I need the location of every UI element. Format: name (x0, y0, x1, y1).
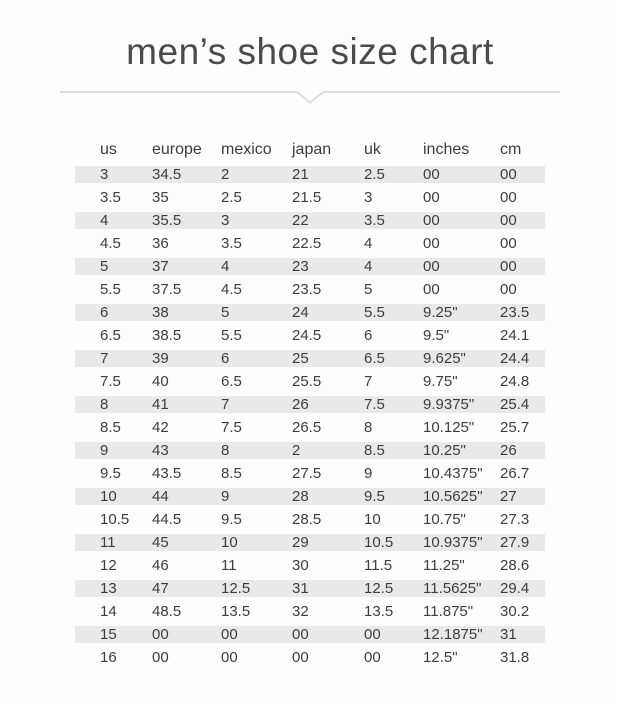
size-cell: 00 (500, 235, 517, 252)
column-header-us: us (100, 141, 117, 158)
size-cell: 24.1 (500, 327, 530, 344)
size-cell: 31 (500, 626, 545, 643)
size-cell: 47 (152, 580, 221, 597)
size-cell: 38.5 (152, 327, 182, 344)
table-row (75, 350, 545, 367)
size-cell: 3 (364, 189, 373, 206)
size-cell: 00 (423, 235, 440, 252)
size-cell: 37 (152, 258, 221, 275)
size-cell: 40 (152, 373, 169, 390)
column-header-europe: europe (152, 141, 202, 158)
size-cell: 8 (221, 442, 292, 459)
size-cell: 12.1875" (423, 626, 500, 643)
size-cell: 00 (500, 281, 517, 298)
size-cell: 11 (75, 534, 152, 551)
size-cell: 23 (292, 258, 364, 275)
size-cell: 29.4 (500, 580, 545, 597)
size-cell: 3.5 (221, 235, 242, 252)
size-cell: 9 (364, 465, 373, 482)
size-cell: 7 (364, 373, 373, 390)
size-cell: 9.5 (221, 511, 242, 528)
size-cell: 00 (500, 189, 517, 206)
size-cell: 35 (152, 189, 169, 206)
size-cell: 44 (152, 488, 221, 505)
size-cell: 34.5 (152, 166, 221, 183)
size-cell: 26.5 (292, 419, 322, 436)
size-cell: 00 (500, 166, 545, 183)
size-cell: 10.5 (364, 534, 423, 551)
size-cell: 4 (75, 212, 152, 229)
table-row (75, 281, 545, 298)
size-cell: 4.5 (221, 281, 242, 298)
column-header-inches: inches (423, 141, 470, 158)
size-cell: 28 (292, 488, 364, 505)
size-cell: 14 (100, 603, 117, 620)
size-cell: 24.5 (292, 327, 322, 344)
size-cell: 00 (500, 212, 545, 229)
size-cell: 30.2 (500, 603, 530, 620)
size-cell: 3 (221, 212, 292, 229)
divider-chevron-down-icon (60, 90, 560, 104)
size-cell: 6 (75, 304, 152, 321)
size-cell: 31.8 (500, 649, 530, 666)
size-cell: 45 (152, 534, 221, 551)
size-cell: 10 (221, 534, 292, 551)
size-cell: 00 (292, 649, 309, 666)
size-cell: 00 (423, 166, 500, 183)
size-cell: 4 (364, 235, 373, 252)
size-cell: 6.5 (221, 373, 242, 390)
size-cell: 25.5 (292, 373, 322, 390)
size-cell: 9.75" (423, 373, 458, 390)
size-cell: 00 (221, 626, 292, 643)
table-row (75, 235, 545, 252)
size-cell: 12 (100, 557, 117, 574)
size-cell: 27.9 (500, 534, 545, 551)
size-cell: 13.5 (364, 603, 394, 620)
size-cell: 13 (75, 580, 152, 597)
size-cell: 9.5 (364, 488, 423, 505)
size-cell: 27.5 (292, 465, 322, 482)
size-cell: 29 (292, 534, 364, 551)
size-cell: 24 (292, 304, 364, 321)
size-cell: 7.5 (364, 396, 423, 413)
size-cell: 9.5" (423, 327, 450, 344)
size-cell: 4 (221, 258, 292, 275)
divider-line (60, 92, 560, 103)
size-cell: 30 (292, 557, 309, 574)
column-header-uk: uk (364, 141, 381, 158)
table-row (75, 166, 545, 183)
size-cell: 24.4 (500, 350, 545, 367)
size-cell: 00 (364, 649, 381, 666)
size-cell: 10 (364, 511, 381, 528)
size-cell: 28.5 (292, 511, 322, 528)
size-cell: 26 (500, 442, 545, 459)
size-cell: 9.625" (423, 350, 500, 367)
size-cell: 00 (423, 212, 500, 229)
header-row (75, 140, 545, 160)
size-cell: 5 (221, 304, 292, 321)
size-cell: 5 (364, 281, 373, 298)
size-cell: 36 (152, 235, 169, 252)
size-cell: 8 (75, 396, 152, 413)
table-row (75, 603, 545, 620)
size-cell: 2.5 (221, 189, 242, 206)
size-cell: 9.25" (423, 304, 500, 321)
size-cell: 5.5 (364, 304, 423, 321)
size-cell: 13.5 (221, 603, 251, 620)
size-cell: 00 (423, 189, 440, 206)
size-cell: 00 (152, 649, 169, 666)
size-cell: 43 (152, 442, 221, 459)
size-cell: 37.5 (152, 281, 182, 298)
size-cell: 46 (152, 557, 169, 574)
size-cell: 39 (152, 350, 221, 367)
size-cell: 23.5 (292, 281, 322, 298)
table-row (75, 649, 545, 666)
table-row (75, 189, 545, 206)
size-cell: 00 (423, 281, 440, 298)
size-cell: 7 (75, 350, 152, 367)
size-cell: 8.5 (221, 465, 242, 482)
size-cell: 11.5 (364, 557, 393, 574)
column-header-cm: cm (500, 141, 522, 158)
size-cell: 31 (292, 580, 364, 597)
column-header-mexico: mexico (221, 141, 272, 158)
size-cell: 10.5 (100, 511, 130, 528)
size-cell: 35.5 (152, 212, 221, 229)
table-row (75, 580, 545, 597)
size-cell: 42 (152, 419, 169, 436)
size-cell: 41 (152, 396, 221, 413)
size-cell: 8 (364, 419, 373, 436)
size-cell: 12.5 (364, 580, 423, 597)
size-cell: 6.5 (364, 350, 423, 367)
size-cell: 00 (364, 626, 423, 643)
size-cell: 28.6 (500, 557, 530, 574)
size-cell: 21.5 (292, 189, 322, 206)
size-cell: 11 (221, 557, 237, 574)
table-row (75, 557, 545, 574)
size-cell: 16 (100, 649, 117, 666)
size-cell: 12.5 (221, 580, 292, 597)
size-cell: 7.5 (221, 419, 242, 436)
size-cell: 2 (221, 166, 292, 183)
size-cell: 26 (292, 396, 364, 413)
size-cell: 00 (292, 626, 364, 643)
size-cell: 4.5 (100, 235, 121, 252)
size-cell: 5 (75, 258, 152, 275)
size-cell: 25.4 (500, 396, 545, 413)
column-header-japan: japan (292, 141, 332, 158)
size-cell: 38 (152, 304, 221, 321)
table-row (75, 626, 545, 643)
size-cell: 26.7 (500, 465, 530, 482)
table-row (75, 465, 545, 482)
size-cell: 10.25" (423, 442, 500, 459)
size-cell: 6.5 (100, 327, 121, 344)
size-cell: 27 (500, 488, 545, 505)
size-cell: 9 (75, 442, 152, 459)
size-cell: 10.9375" (423, 534, 500, 551)
size-cell: 6 (364, 327, 373, 344)
size-cell: 44.5 (152, 511, 182, 528)
size-cell: 10 (75, 488, 152, 505)
table-row (75, 304, 545, 321)
table-row (75, 258, 545, 275)
size-cell: 8.5 (100, 419, 121, 436)
size-cell: 15 (75, 626, 152, 643)
size-cell: 21 (292, 166, 364, 183)
size-cell: 3 (75, 166, 152, 183)
size-cell: 11.875" (423, 603, 474, 620)
size-cell: 10.4375" (423, 465, 483, 482)
size-cell: 23.5 (500, 304, 545, 321)
size-cell: 32 (292, 603, 309, 620)
page-title: men’s shoe size chart (126, 31, 494, 72)
size-cell: 2.5 (364, 166, 423, 183)
size-cell: 25.7 (500, 419, 530, 436)
size-cell: 27.3 (500, 511, 530, 528)
table-row (75, 373, 545, 390)
size-chart-table (75, 134, 545, 672)
size-cell: 3.5 (100, 189, 121, 206)
size-cell: 00 (423, 258, 500, 275)
table-row (75, 419, 545, 436)
size-cell: 8.5 (364, 442, 423, 459)
size-cell: 00 (500, 258, 545, 275)
size-cell: 9.9375" (423, 396, 500, 413)
size-cell: 7 (221, 396, 292, 413)
size-cell: 7.5 (100, 373, 121, 390)
table-row (75, 488, 545, 505)
size-cell: 22.5 (292, 235, 322, 252)
table-row (75, 396, 545, 413)
table-row (75, 442, 545, 459)
size-cell: 43.5 (152, 465, 182, 482)
size-cell: 2 (292, 442, 364, 459)
size-cell: 5.5 (100, 281, 121, 298)
size-cell: 11.25" (423, 557, 465, 574)
table-row (75, 212, 545, 229)
size-cell: 4 (364, 258, 423, 275)
size-cell: 00 (152, 626, 221, 643)
size-cell: 12.5" (423, 649, 458, 666)
size-cell: 48.5 (152, 603, 182, 620)
size-cell: 24.8 (500, 373, 530, 390)
size-cell: 6 (221, 350, 292, 367)
size-cell: 9 (221, 488, 292, 505)
size-cell: 9.5 (100, 465, 121, 482)
size-cell: 00 (221, 649, 238, 666)
size-cell: 3.5 (364, 212, 423, 229)
table-row (75, 511, 545, 528)
size-cell: 10.75" (423, 511, 466, 528)
size-cell: 25 (292, 350, 364, 367)
size-cell: 10.5625" (423, 488, 500, 505)
table-body (75, 166, 545, 666)
size-cell: 10.125" (423, 419, 475, 436)
size-cell: 5.5 (221, 327, 242, 344)
size-cell: 22 (292, 212, 364, 229)
table-row (75, 327, 545, 344)
table-row (75, 534, 545, 551)
size-cell: 11.5625" (423, 580, 500, 597)
